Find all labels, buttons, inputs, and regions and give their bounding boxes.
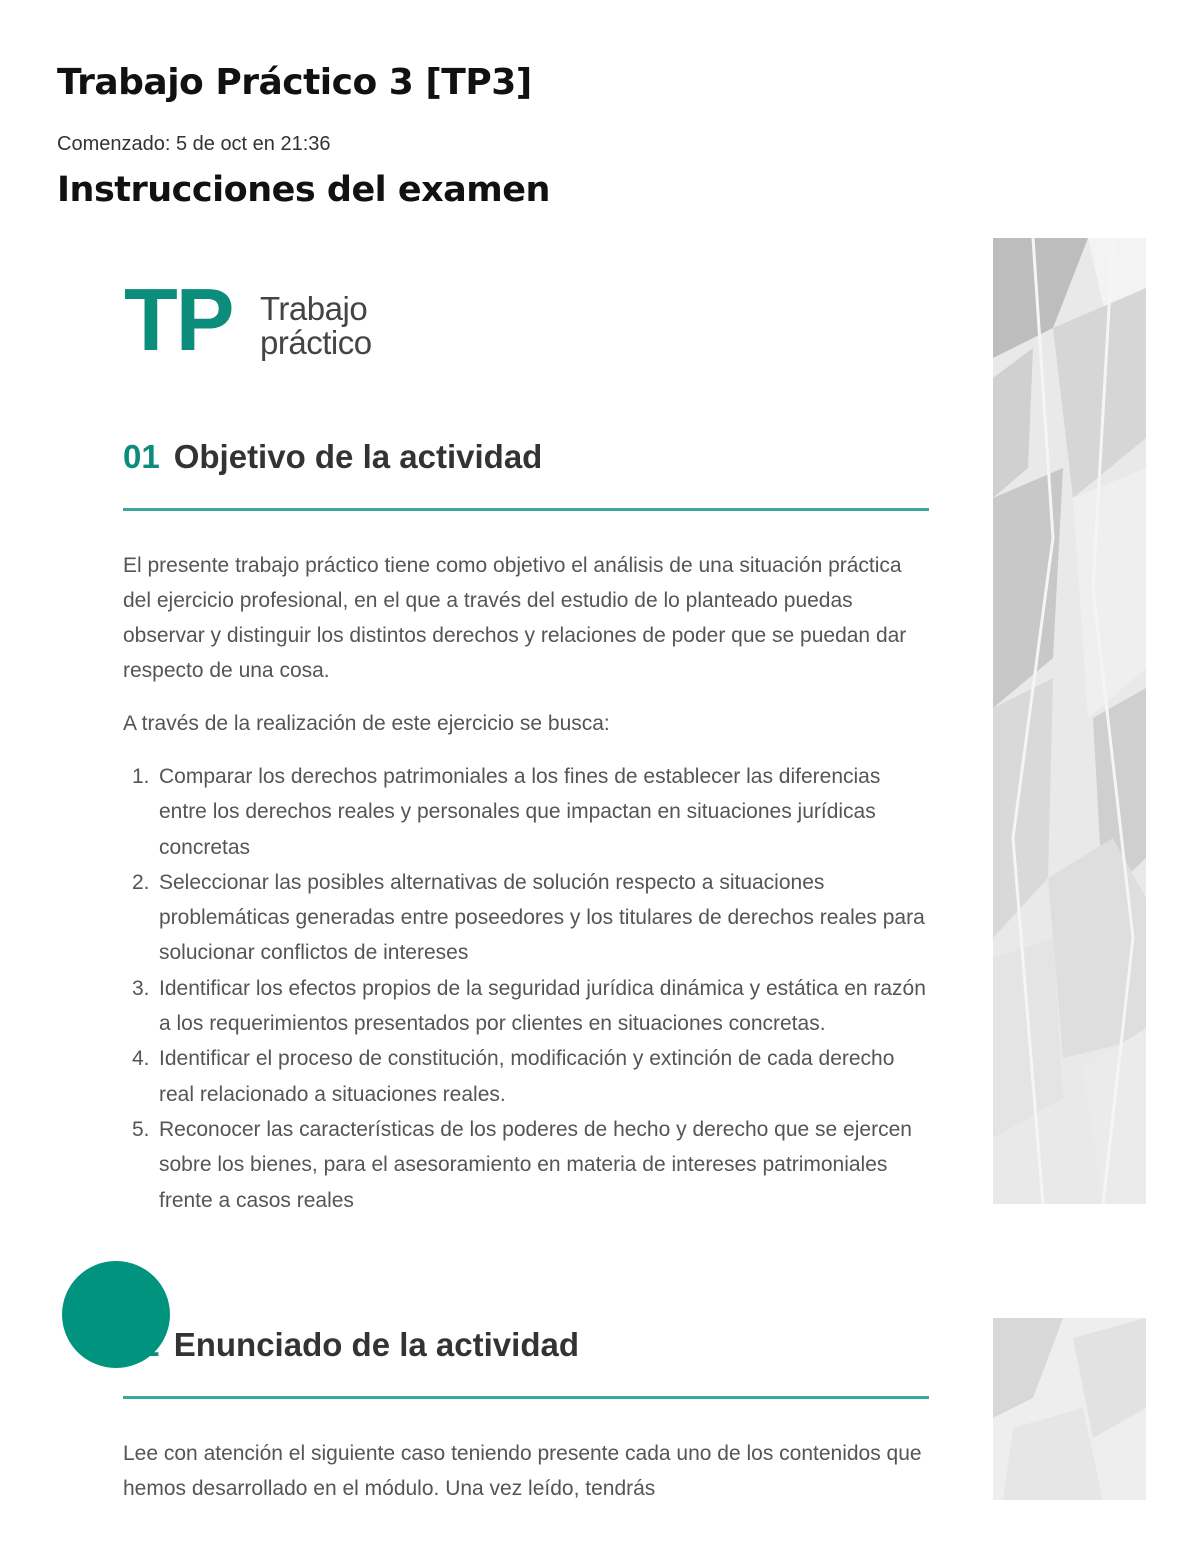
list-item xyxy=(123,1112,929,1218)
decorative-architecture-image xyxy=(993,238,1146,1204)
list-item xyxy=(123,971,929,1042)
list-item-number: 4. xyxy=(132,1047,150,1071)
section-heading-objetivo xyxy=(123,438,542,476)
list-item-number: 2. xyxy=(132,870,150,894)
list-item-text: Identificar el proceso de constitución, modificación y extinción de cada derecho real relacionado a situaciones reales. xyxy=(159,1047,895,1106)
list-item-text: Seleccionar las posibles alternativas de solución respecto a situaciones problemáticas generadas entre poseedores y los titulares de derechos reales para solucionar conflictos de intereses xyxy=(159,870,925,965)
list-item-text: Comparar los derechos patrimoniales a los fines de establecer las diferencias entre los derechos reales y personales que impactan en situaciones jurídicas concretas xyxy=(159,765,881,859)
list-item xyxy=(123,865,929,971)
section-divider xyxy=(123,1396,929,1399)
list-item xyxy=(123,1041,929,1112)
started-timestamp: Comenzado: 5 de oct en 21:36 xyxy=(57,133,331,155)
list-item xyxy=(123,759,929,865)
list-item-text: Identificar los efectos propios de la seguridad jurídica dinámica y estática en razón a los requerimientos presentados por clientes en situaciones concretas. xyxy=(159,976,926,1036)
section-heading-enunciado xyxy=(123,1326,579,1364)
floating-action-button[interactable] xyxy=(62,1261,170,1368)
objectives-list xyxy=(123,759,929,1218)
list-item-number: 5. xyxy=(132,1117,150,1141)
objective-intro: A través de la realización de este ejercicio se busca: xyxy=(123,712,610,735)
list-item-number: 3. xyxy=(132,976,150,1000)
logo-mark: TP xyxy=(124,270,233,369)
section-number: 01 xyxy=(123,438,160,475)
section-title: Objetivo de la actividad xyxy=(173,438,543,475)
page-title: Trabajo Práctico 3 [TP3] xyxy=(57,62,532,103)
logo-line-1: Trabajo xyxy=(260,290,368,327)
decorative-architecture-image-lower xyxy=(993,1318,1146,1500)
instructions-title: Instrucciones del examen xyxy=(57,170,550,210)
list-item-text: Reconocer las características de los poderes de hecho y derecho que se ejercen sobre los bienes, para el asesoramiento en materia de intereses patrimoniales frente a casos reales xyxy=(159,1117,912,1212)
section-divider xyxy=(123,508,929,511)
section-title: Enunciado de la actividad xyxy=(173,1326,579,1363)
objective-paragraph: El presente trabajo práctico tiene como objetivo el análisis de una situación práctica del ejercicio profesional, en el que a través del estudio de lo planteado puedas observar y distinguir los distintos derechos y relaciones de poder que se puedan dar respecto de una cosa. xyxy=(123,554,907,682)
enunciado-paragraph: Lee con atención el siguiente caso teniendo presente cada uno de los contenidos que hemos desarrollado en el módulo. Una vez leído, tendrás xyxy=(123,1442,922,1500)
list-item-number: 1. xyxy=(132,765,150,788)
logo-line-2: práctico xyxy=(260,324,372,361)
